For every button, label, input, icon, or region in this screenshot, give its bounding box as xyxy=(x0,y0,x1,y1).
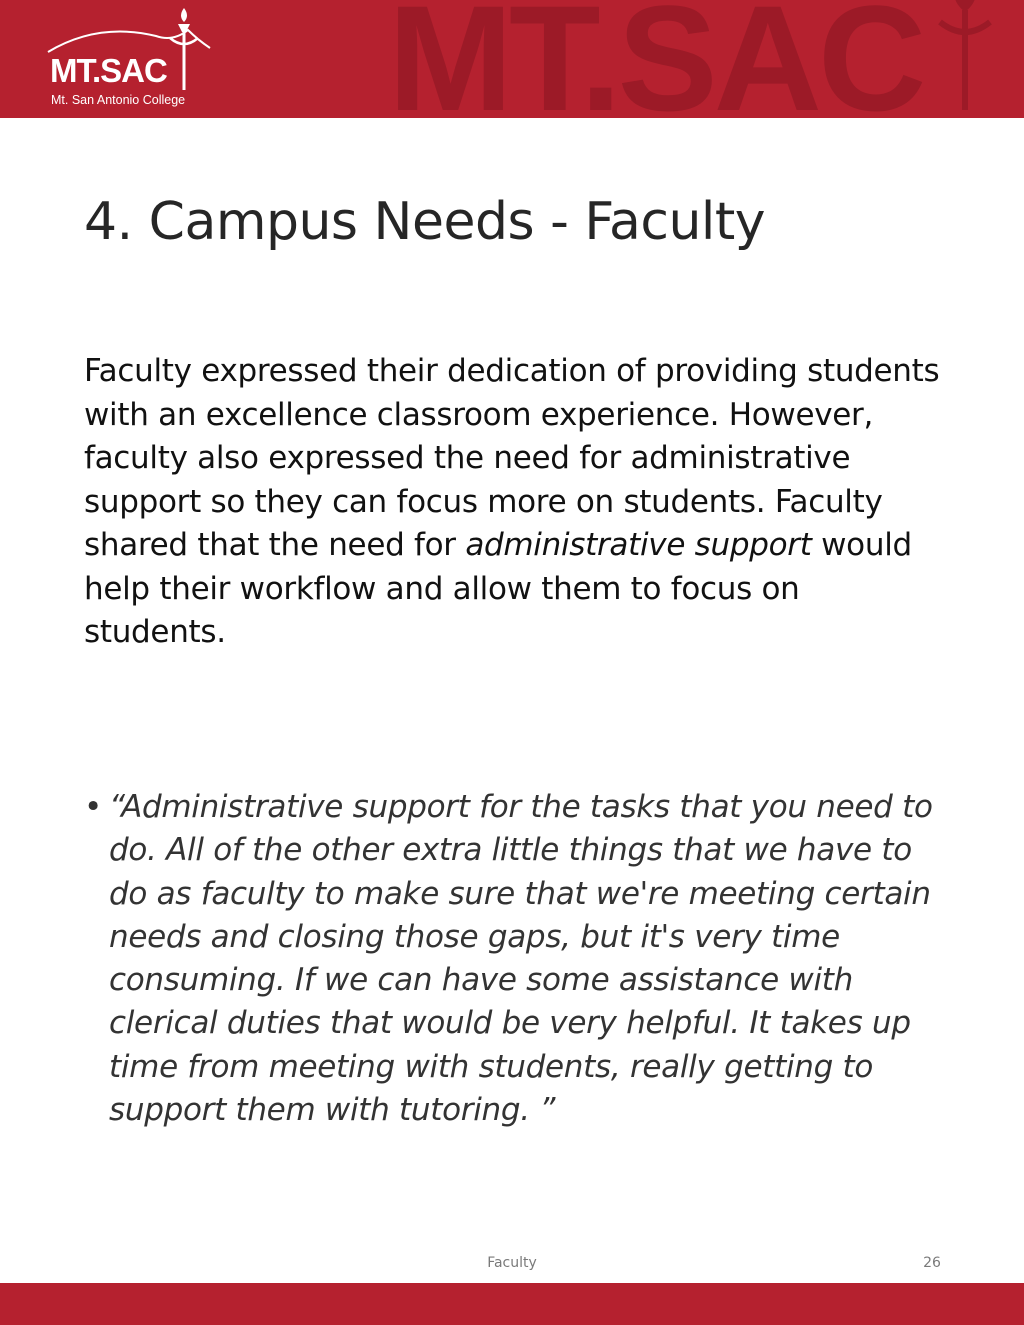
paragraph-part-1: Faculty expressed their dedication of providing students with an excellence classroom experience. However, faculty also expressed the need for administrative support so they can focus more on students. Faculty shared that the need for xyxy=(84,353,940,563)
quote-text: “Administrative support for the tasks that you need to do. All of the other extra little things that we have to do as faculty to make sure that we're meeting certain needs and closing those gaps, but it's very time consuming. If we can have some assistance with clerical duties that would be very helpful. It takes up time from meeting with students, really getting to support them with tutoring. ” xyxy=(109,789,933,1129)
body-paragraph xyxy=(84,350,944,655)
logo-name: MT.SAC xyxy=(50,52,167,89)
header-banner xyxy=(0,0,1024,118)
slide-title: 4. Campus Needs - Faculty xyxy=(84,192,766,252)
paragraph-emphasis: administrative support xyxy=(465,527,812,563)
paragraph-part-2: would help their workflow and allow them to focus on students. xyxy=(84,527,912,650)
mtsac-logo[interactable] xyxy=(38,2,218,114)
watermark-torch-icon xyxy=(940,0,990,110)
faculty-quote xyxy=(84,786,954,1132)
watermark-logo xyxy=(380,0,1024,118)
bottom-bar xyxy=(0,1283,1024,1325)
bullet-marker: • xyxy=(84,789,102,825)
page-number: 26 xyxy=(923,1255,941,1271)
logo-subtitle: Mt. San Antonio College xyxy=(51,93,186,107)
footer-label: Faculty xyxy=(487,1255,537,1271)
watermark-text: MT.SAC xyxy=(388,0,923,118)
